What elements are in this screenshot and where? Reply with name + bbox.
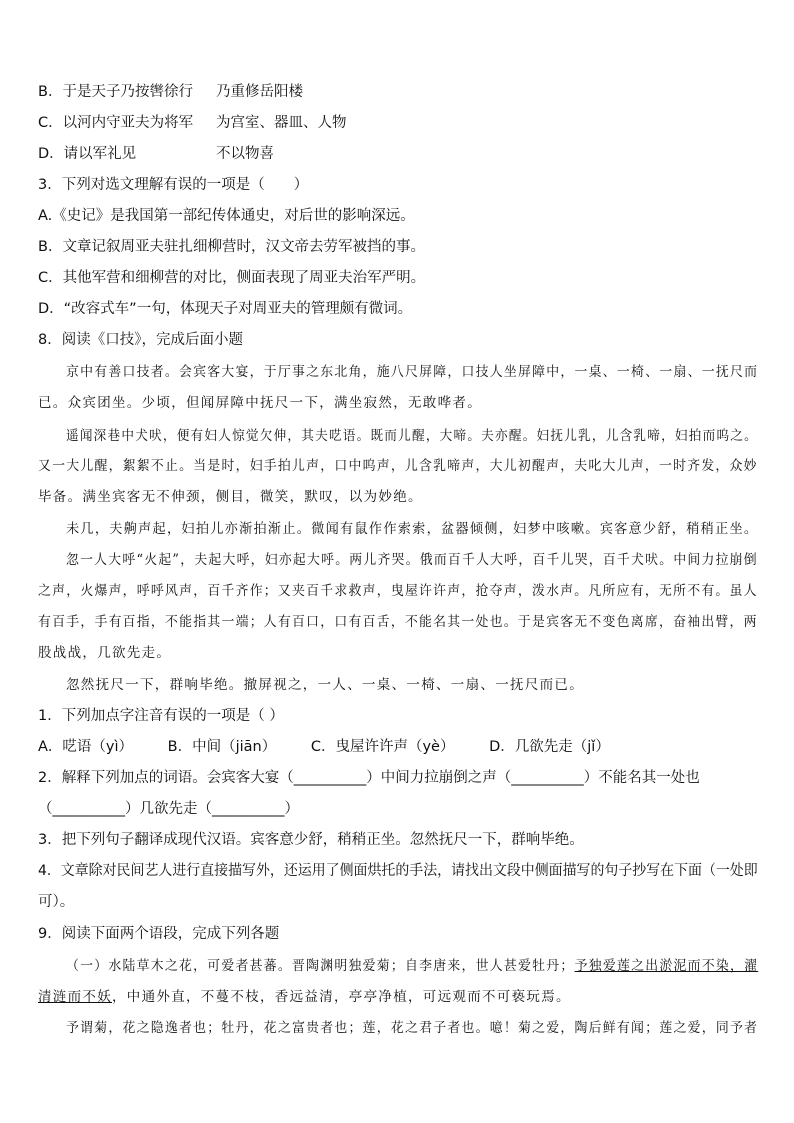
- passage-line: 京中有善口技者。会宾客大宴，于厅事之东北角，施八尺屏障，口技人坐屏障中，一桌、一椅、一扇、一抚尺而: [66, 364, 759, 380]
- q3-stem: 3．下列对选文理解有误的一项是（ ）: [38, 177, 309, 193]
- passage-line: [38, 987, 571, 1007]
- q3-option-b: B．文章记叙周亚夫驻扎细柳营时，汉文帝去劳军被挡的事。: [38, 239, 425, 255]
- q3-option-d: D．“改容式车”一句，体现天子对周亚夫的管理颇有微词。: [38, 301, 413, 317]
- s8-q2-line: 2．解释下列加点的词语。会宾客大宴（__________）中间力拉崩倒之声（__________）不能名其一处也: [38, 770, 700, 786]
- s8-q4-line: 4．文章除对民间艺人进行直接描写外，还运用了侧面烘托的手法，请找出文段中侧面描写的句子抄写在下面（一处即: [38, 863, 758, 879]
- underlined-sentence: 清涟而不妖: [38, 989, 112, 1005]
- passage-line: 忽一人大呼“火起”，夫起大呼，妇亦起大呼。两儿齐哭。俄而百千人大呼，百千儿哭，百千犬吠。中间力拉崩倒: [66, 552, 758, 568]
- s8-q3: 3．把下列句子翻译成现代汉语。宾客意少舒，稍稍正坐。忽然抚尺一下，群响毕绝。: [38, 832, 584, 848]
- option-c-left: C．以河内守亚夫为将军: [38, 115, 194, 131]
- option-c-right: 为宫室、器皿、人物: [216, 115, 347, 131]
- s8-q1-option-c: C．曳屋许许声（yè）: [310, 739, 455, 755]
- section8-heading: 8．阅读《口技》，完成后面小题: [38, 332, 243, 348]
- passage-line: 又一大儿醒，絮絮不止。当是时，妇手拍儿声，口中呜声，儿含乳啼声，大儿初醒声，夫叱大儿声，一时齐发，众妙: [38, 458, 758, 474]
- passage-line: 毕备。满坐宾客无不伸颈，侧目，微笑，默叹，以为妙绝。: [38, 489, 423, 505]
- s8-q4-line: 可）。: [38, 894, 75, 910]
- passage-line: 股战战，几欲先走。: [38, 645, 172, 661]
- passage-text: （一）水陆草木之花，可爱者甚蕃。晋陶渊明独爱菊；自李唐来，世人甚爱牡丹；: [66, 958, 575, 974]
- passage-line: 有百手，手有百指，不能指其一端；人有百口，口有百舌，不能名其一处也。于是宾客无不变色离席，奋袖出臂，两: [38, 614, 758, 630]
- option-b-left: B．于是天子乃按辔徐行: [38, 84, 193, 100]
- option-b-row: [38, 82, 758, 102]
- passage-line: 遥闻深巷中犬吠，便有妇人惊觉欠伸，其夫呓语。既而儿醒，大啼。夫亦醒。妇抚儿乳，儿含乳啼，妇拍而呜之。: [66, 428, 758, 444]
- s8-q1-option-a: A．呓语（yì）: [38, 739, 134, 755]
- underlined-sentence: 予独爱莲之出淤泥而不染，濯: [574, 958, 759, 974]
- s8-q1-option-b: B．中间（jiān）: [167, 739, 277, 755]
- s8-q1-options: [38, 737, 758, 757]
- passage-line: [66, 956, 758, 976]
- option-d-left: D．请以军礼见: [38, 146, 137, 162]
- q3-option-c: C．其他军营和细柳营的对比，侧面表现了周亚夫治军严明。: [38, 270, 426, 286]
- passage-line: 予谓菊，花之隐逸者也；牡丹，花之富贵者也；莲，花之君子者也。噫！菊之爱，陶后鲜有闻；莲之爱，同予者: [66, 1020, 759, 1036]
- passage-line: 忽然抚尺一下，群响毕绝。撤屏视之，一人、一桌、一椅、一扇、一抚尺而已。: [66, 677, 584, 693]
- s8-q1-option-d: D．几欲先走（jǐ）: [489, 739, 610, 755]
- s8-q1-stem: 1．下列加点字注音有误的一项是（ ）: [38, 708, 284, 724]
- passage-line: 之声，火爆声，呼呼风声，百千齐作；又夹百千求救声，曳屋许许声，抢夺声，泼水声。凡所应有，无所不有。虽人: [38, 583, 758, 599]
- q3-option-a: A.《史记》是我国第一部纪传体通史，对后世的影响深远。: [38, 208, 415, 224]
- passage-line: 已。众宾团坐。少顷，但闻屏障中抚尺一下，满坐寂然，无敢哗者。: [38, 395, 482, 411]
- passage-line: 未几，夫齁声起，妇拍儿亦渐拍渐止。微闻有鼠作作索索，盆器倾侧，妇梦中咳嗽。宾客意少舒，稍稍正坐。: [66, 521, 759, 537]
- option-c-row: [38, 113, 758, 133]
- s8-q2-line: （__________）几欲先走（__________）: [38, 801, 299, 817]
- passage-text: ，中通外直，不蔓不枝，香远益清，亭亭净植，可远观而不可亵玩焉。: [112, 989, 571, 1005]
- option-d-right: 不以物喜: [216, 146, 274, 162]
- section9-heading: 9．阅读下面两个语段，完成下列各题: [38, 926, 280, 942]
- option-d-row: [38, 144, 758, 164]
- option-b-right: 乃重修岳阳楼: [216, 84, 303, 100]
